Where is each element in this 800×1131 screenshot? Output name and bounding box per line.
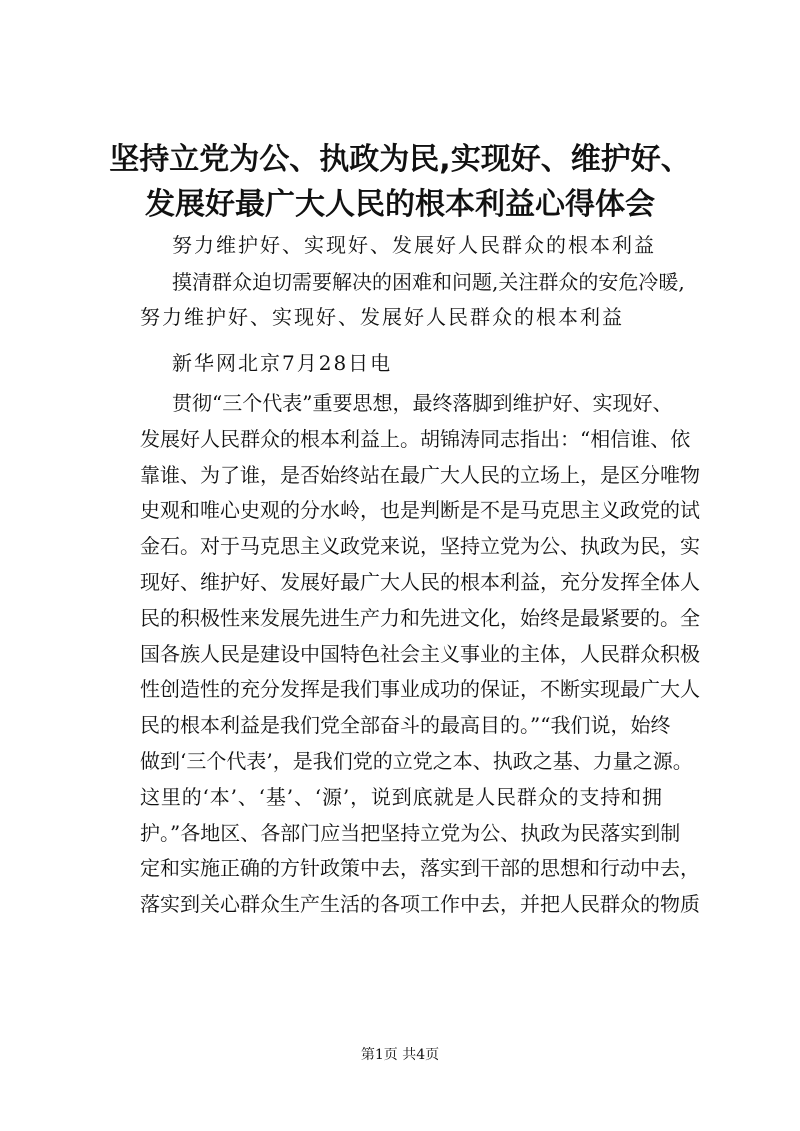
body-line: 发展好人民群众的根本利益上。胡锦涛同志指出：“相信谁、依 bbox=[140, 426, 691, 451]
body-line: 民的积极性来发展先进生产力和先进文化，始终是最紧要的。全 bbox=[140, 605, 700, 630]
body-line: 贯彻“三个代表”重要思想，最终落脚到维护好、实现好、 bbox=[172, 391, 673, 415]
document-title-line-1: 坚持立党为公、执政为民,实现好、维护好、 bbox=[109, 142, 691, 177]
page-footer: 第1页 共4页 bbox=[360, 1047, 440, 1063]
body-line: 这里的‘本’、‘基’、‘源’，说到底就是人民群众的支持和拥 bbox=[140, 784, 662, 809]
dateline: 新华网北京7月28日电 bbox=[172, 351, 393, 375]
body-line: 定和实施正确的方针政策中去，落实到干部的思想和行动中去， bbox=[140, 856, 700, 881]
body-line: 金石。对于马克思主义政党来说，坚持立党为公、执政为民，实 bbox=[140, 534, 700, 559]
body-line: 民的根本利益是我们党全部奋斗的最高目的。”“我们说，始终 bbox=[140, 713, 671, 738]
lead-line-2: 努力维护好、实现好、发展好人民群众的根本利益 bbox=[140, 305, 624, 329]
body-line: 史观和唯心史观的分水岭，也是判断是不是马克思主义政党的试 bbox=[140, 498, 700, 523]
body-line: 护。”各地区、各部门应当把坚持立党为公、执政为民落实到制 bbox=[140, 820, 681, 845]
body-line: 落实到关心群众生产生活的各项工作中去，并把人民群众的物质 bbox=[140, 892, 700, 917]
body-line: 做到‘三个代表’，是我们党的立党之本、执政之基、力量之源。 bbox=[140, 749, 693, 773]
body-line: 靠谁、为了谁，是否始终站在最广大人民的立场上，是区分唯物 bbox=[140, 462, 700, 487]
subtitle: 努力维护好、实现好、发展好人民群众的根本利益 bbox=[172, 233, 656, 257]
body-line: 现好、维护好、发展好最广大人民的根本利益，充分发挥全体人 bbox=[140, 570, 700, 594]
lead-line-1: 摸清群众迫切需要解决的困难和问题,关注群众的安危冷暖, bbox=[172, 270, 685, 294]
body-line: 国各族人民是建设中国特色社会主义事业的主体，人民群众积极 bbox=[140, 641, 700, 666]
body-line: 性创造性的充分发挥是我们事业成功的保证，不断实现最广大人 bbox=[140, 677, 700, 702]
document-title-line-2: 发展好最广大人民的根本利益心得体会 bbox=[145, 187, 655, 222]
